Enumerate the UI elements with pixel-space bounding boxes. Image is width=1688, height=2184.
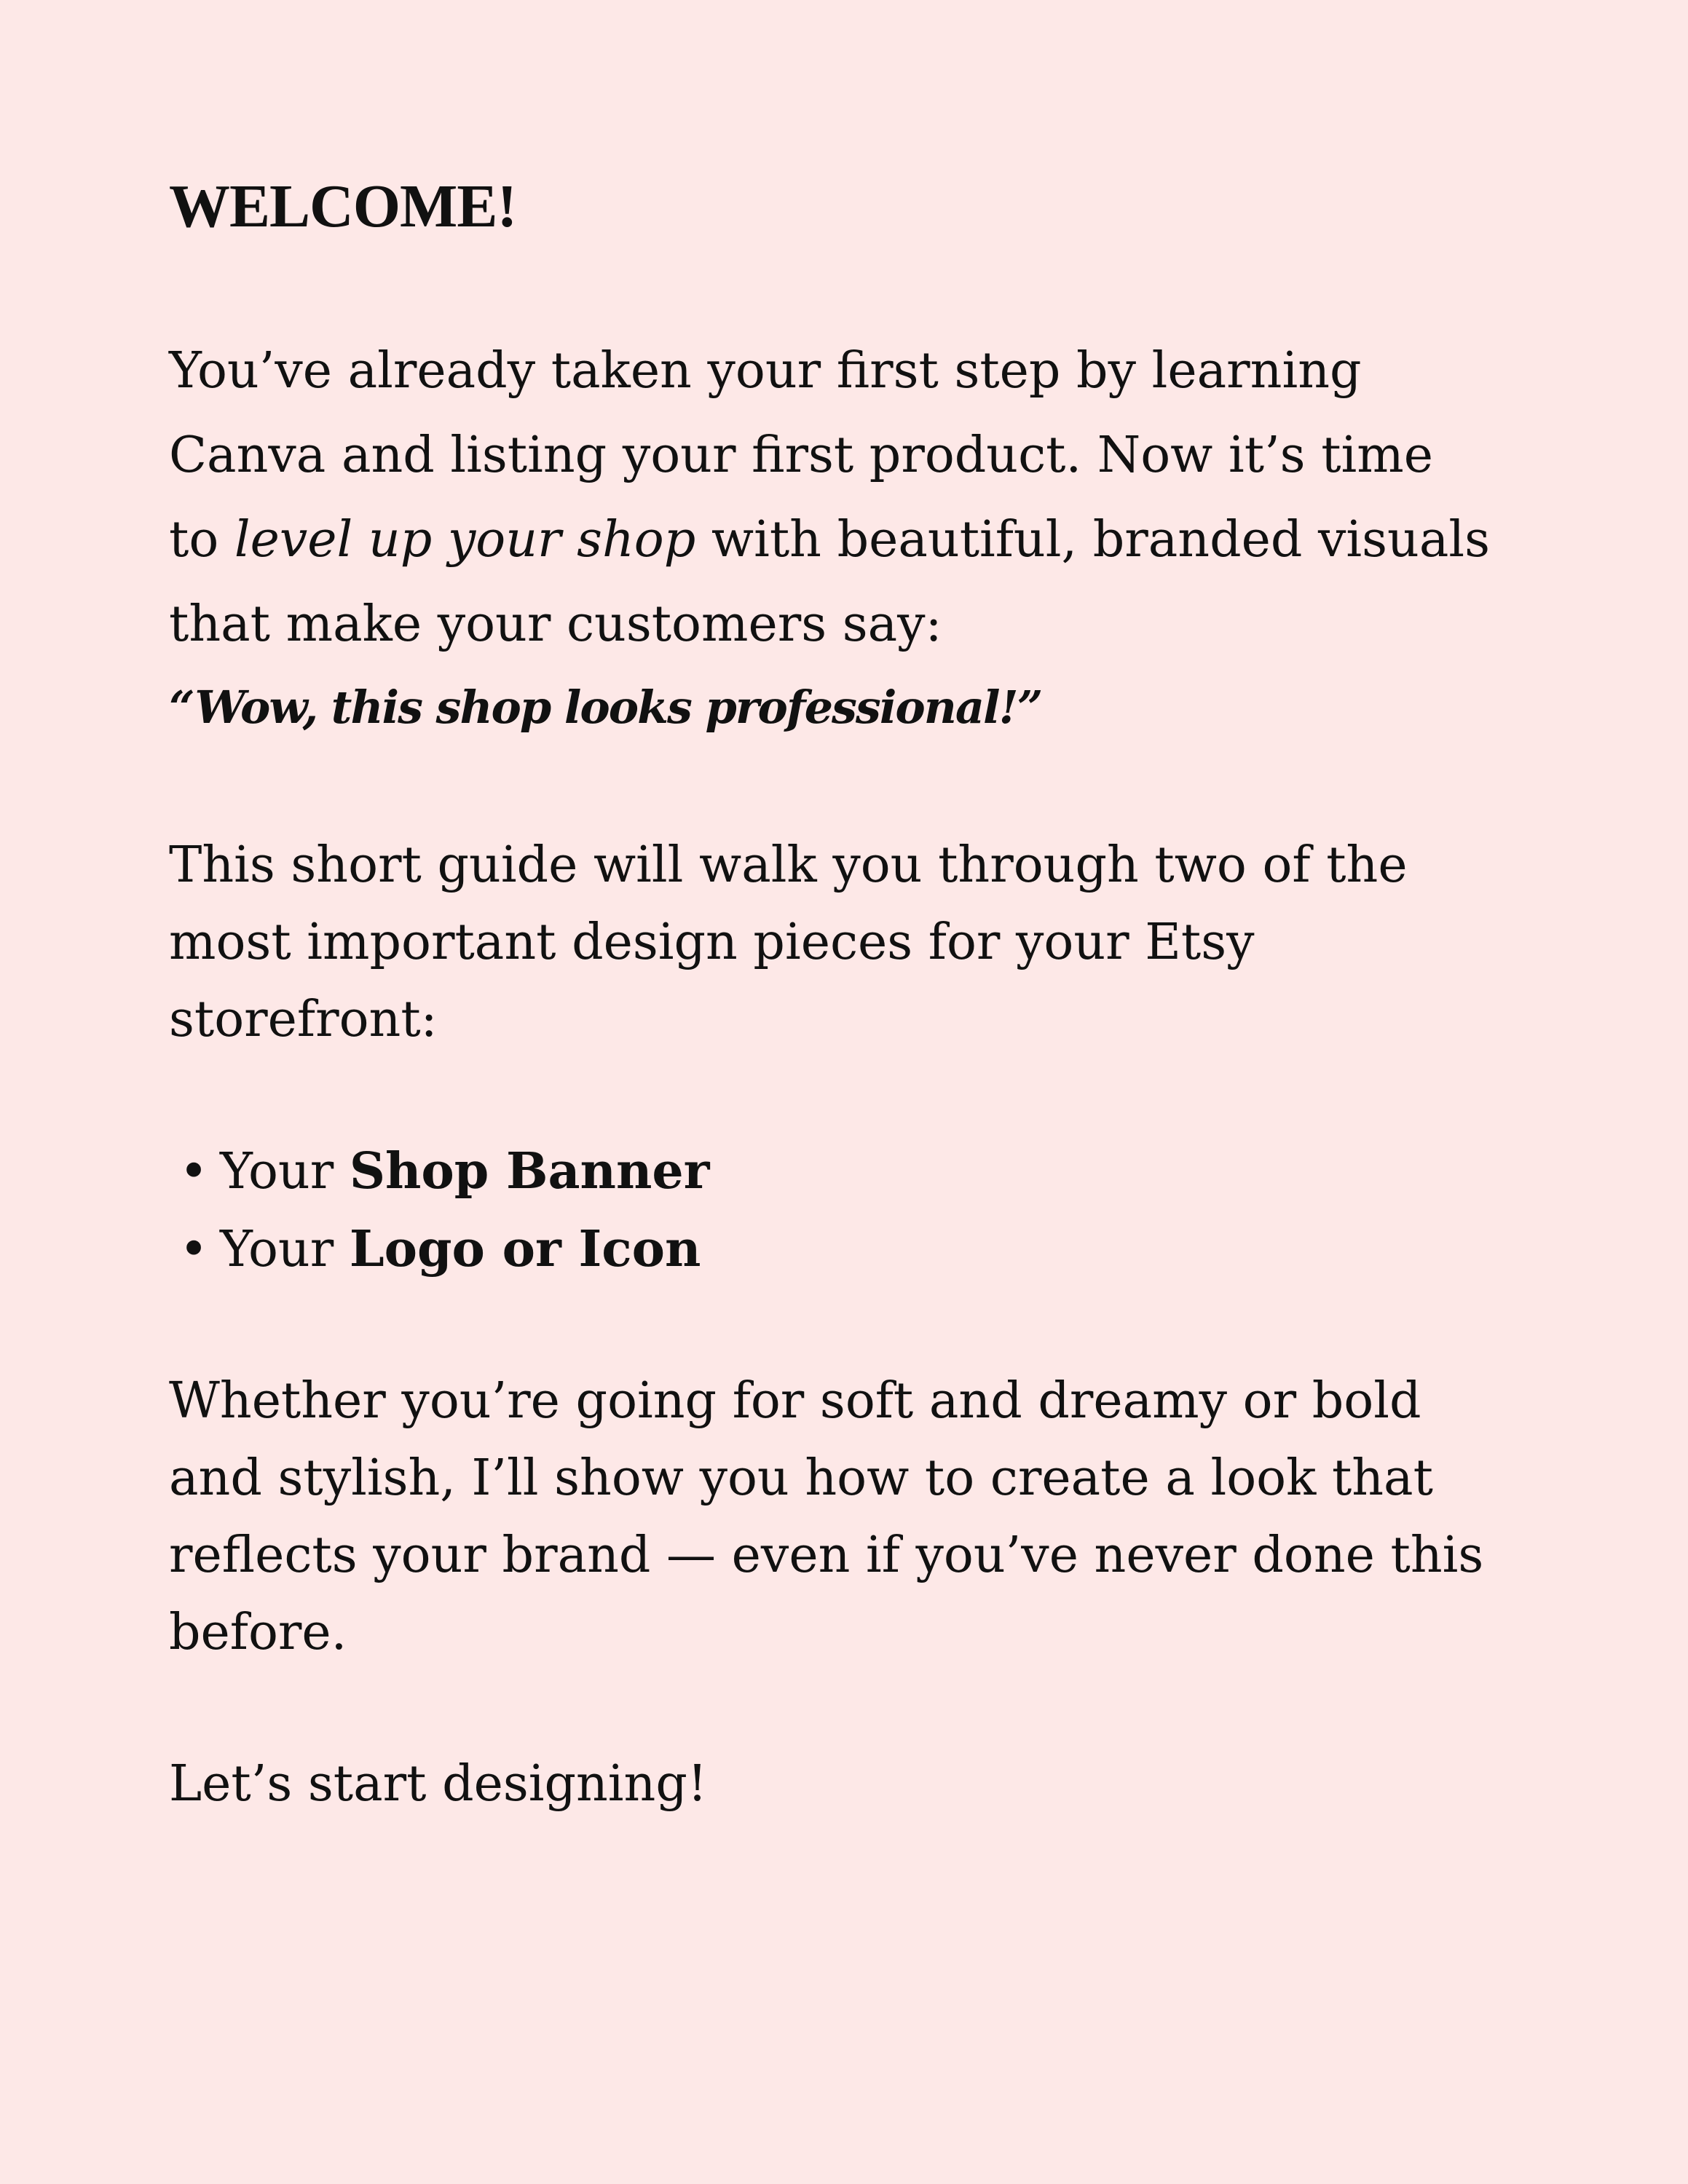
list-item-prefix: Your [220, 1143, 350, 1200]
guide-paragraph [169, 827, 1408, 1059]
list-item-label: Logo or Icon [349, 1220, 701, 1278]
bullet-icon: • [179, 1221, 209, 1278]
list-item-logo-icon [179, 1211, 709, 1289]
list-item-shop-banner [179, 1133, 709, 1211]
intro-line-2: Canva and listing your first product. Now it’s time [169, 427, 1433, 484]
style-line-3: reflects your brand — even if you’ve never done this [169, 1527, 1484, 1584]
style-line-4: before. [169, 1604, 347, 1661]
level-up-emphasis: level up your shop [234, 511, 696, 569]
intro-line-3-end: with beautiful, branded visuals [695, 511, 1491, 569]
style-paragraph [169, 1363, 1483, 1671]
style-line-2: and stylish, I’ll show you how to create a look that [169, 1449, 1433, 1507]
list-item-label: Shop Banner [349, 1142, 710, 1200]
intro-line-3-start: to [169, 511, 234, 569]
intro-line-1: You’ve already taken your first step by learning [169, 342, 1362, 400]
closing-line: Let’s start designing! [169, 1755, 708, 1813]
list-item-prefix: Your [220, 1221, 350, 1278]
bullet-icon: • [179, 1143, 209, 1200]
intro-line-3 [169, 498, 1490, 582]
design-pieces-list [179, 1133, 709, 1289]
style-line-1: Whether you’re going for soft and dreamy or bold [169, 1372, 1421, 1430]
customer-quote: “Wow, this shop looks professional!” [169, 681, 1042, 734]
page-title: WELCOME! [169, 173, 517, 240]
guide-line-2: most important design pieces for your Etsy [169, 914, 1255, 971]
intro-paragraph [169, 329, 1490, 667]
intro-line-4: that make your customers say: [169, 596, 942, 653]
guide-line-3: storefront: [169, 991, 438, 1048]
guide-line-1: This short guide will walk you through two of the [169, 836, 1408, 894]
